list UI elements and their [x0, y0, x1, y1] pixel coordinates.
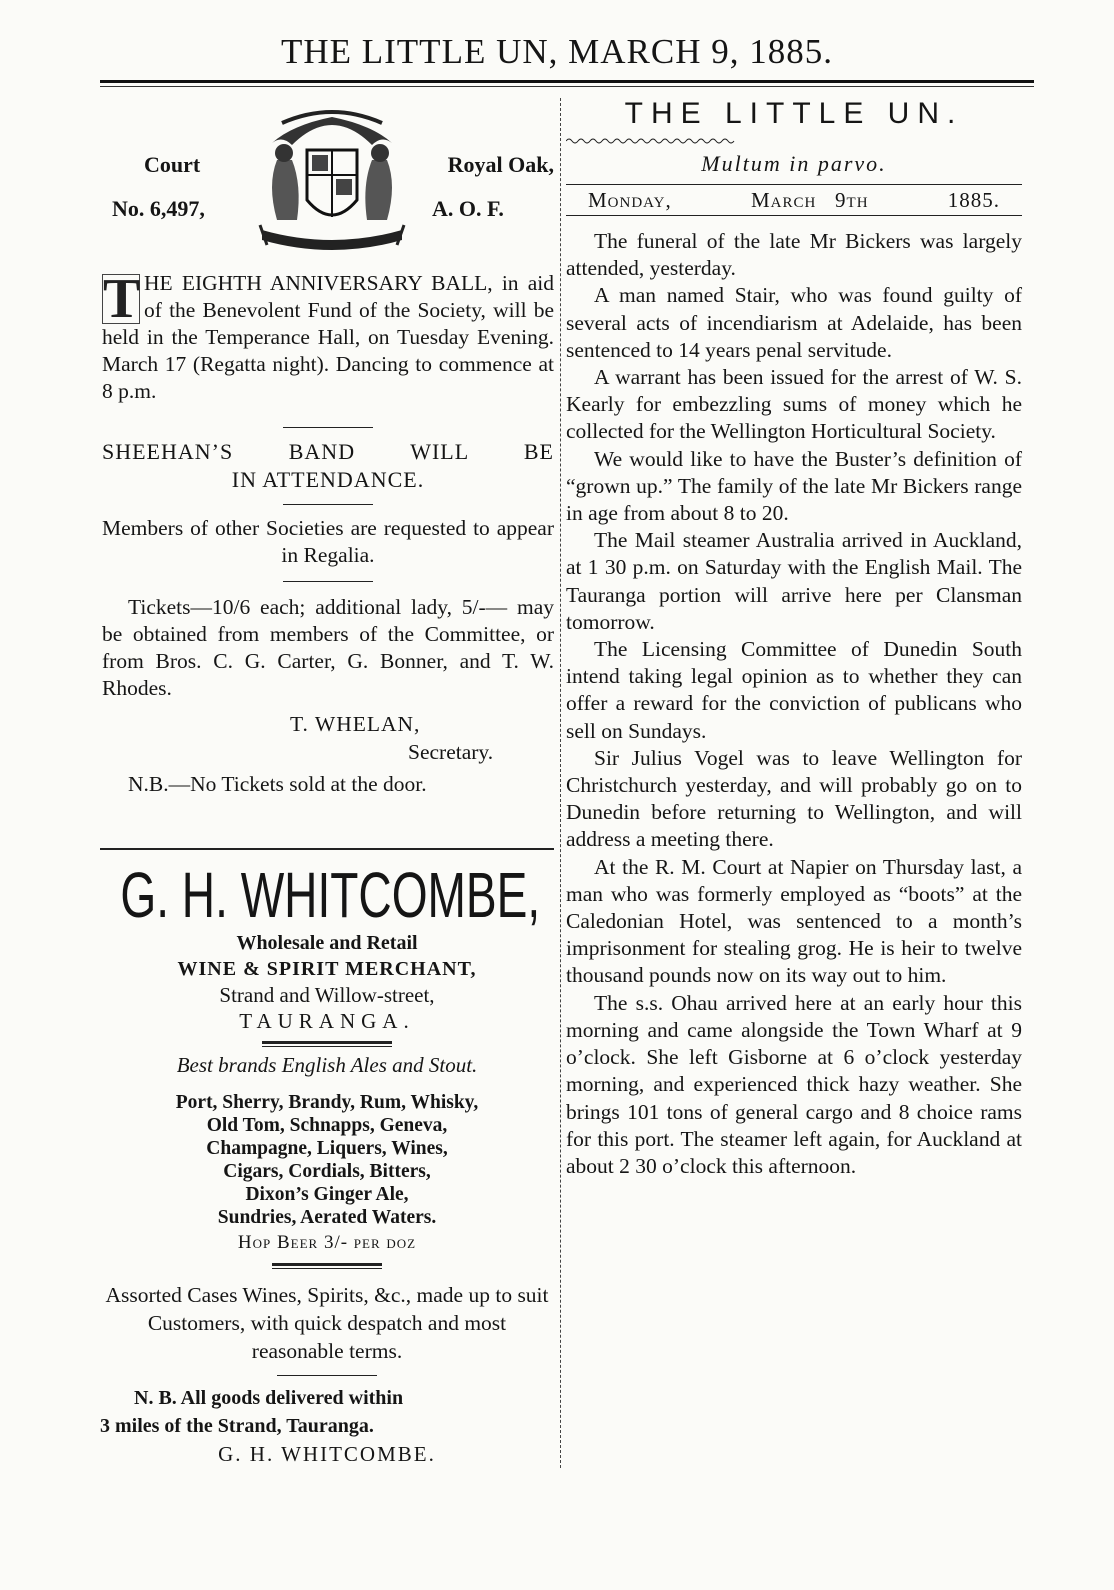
news-item: The Mail steamer Australia arrived in Auckland, at 1 30 p.m. on Saturday with the English Mail. The Tauranga portion will arrive here per Clansman tomorrow. — [566, 528, 1022, 634]
divider — [277, 1375, 377, 1376]
masthead-rule — [100, 80, 1034, 83]
merchant-signature: G. H. WHITCOMBE. — [218, 1442, 436, 1466]
delivery-line-1: N. B. All goods delivered within — [134, 1387, 404, 1409]
court-header — [102, 100, 554, 260]
no-tickets-note: N.B.—No Tickets sold at the door. — [128, 772, 427, 796]
goods-line: Port, Sherry, Brandy, Rum, Whisky, — [175, 1092, 479, 1113]
tickets-notice: Tickets—10/6 each; additional lady, 5/-— may be obtained from members of the Committee, or from Bros. C. G. Carter, G. Bonner, and T. W. Rhodes. — [102, 595, 554, 700]
double-rule — [262, 1041, 392, 1047]
band-line-2: IN ATTENDANCE. — [231, 467, 425, 492]
regalia-notice: Members of other Societies are requested to appear in Regalia. — [102, 516, 554, 567]
goods-line: Old Tom, Schnapps, Geneva, — [206, 1115, 448, 1136]
news-item: Sir Julius Vogel was to leave Wellington for Christchurch yesterday, and will probably go on to Dunedin before returning to Wellington, and will address a meeting there. — [566, 745, 1022, 852]
heraldic-crest-icon — [252, 105, 412, 255]
whitcombe-ad — [100, 860, 554, 1468]
double-rule — [272, 1263, 382, 1269]
news-item: A warrant has been issued for the arrest of W. S. Kearly for embezzling sums of money which he collected for the Wellington Horticultural Society. — [566, 365, 1022, 444]
merchant-line-2: WINE & SPIRIT MERCHANT, — [177, 958, 477, 980]
divider — [283, 504, 373, 505]
paper-title: THE LITTLE UN. — [624, 97, 964, 130]
date-year: 1885. — [947, 188, 1000, 212]
merchant-address: Strand and Willow-street, — [219, 983, 435, 1007]
lodge-name: Royal Oak, — [447, 152, 554, 177]
delivery-line-2: 3 miles of the Strand, Tauranga. — [100, 1415, 374, 1437]
news-item: At the R. M. Court at Napier on Thursday last, a man who was formerly employed as “boots” at the Caledonian Hotel, was sentenced to a month’s imprisonment for stealing grog. He is heir to twelve thousand pounds now on its way out to him. — [566, 854, 1022, 988]
news-item: A man named Stair, who was found guilty of several acts of incendiarism at Adelaide, has been sentenced to 14 years penal servitude. — [566, 283, 1022, 362]
brands-line: Best brands English Ales and Stout. — [176, 1053, 478, 1077]
wavy-rule — [566, 137, 736, 145]
paper-motto: Multum in parvo. — [701, 151, 887, 176]
court-number: No. 6,497, — [112, 196, 205, 221]
order-name: A. O. F. — [432, 196, 504, 221]
news-item: The funeral of the late Mr Bickers was largely attended, yesterday. — [566, 229, 1022, 281]
merchant-name: G. H. WHITCOMBE, — [120, 859, 541, 931]
news-item: The s.s. Ohau arrived here at an early hour this morning and came alongside the Town Wharf at 9 o’clock. She left Gisborne at 6 o’clock yesterday morning, and experienced thick hazy weather. She brings 101 tons of general cargo and 8 choice rams for this port. The steamer left again, for Auckland at about 2 30 o’clock this afternoon. — [566, 990, 1022, 1178]
news-item: The Licensing Committee of Dunedin South intend taking legal opinion as to whether they can offer a reward for the conviction of publicans who sell on Sundays. — [566, 637, 1022, 743]
band-line-1: SHEEHAN’S BAND WILL BE — [102, 439, 554, 464]
signatory-name: T. WHELAN, — [290, 712, 421, 736]
ball-announcement: HE EIGHTH ANNIVERSARY BALL, in aid of the Benevolent Fund of the Society, will be held in the Temperance Hall, on Tuesday Evening. March 17 (Regatta night). Dancing to commence at 8 p.m. — [102, 271, 554, 403]
left-column — [102, 100, 554, 798]
ad-separator — [100, 848, 554, 850]
goods-line: Champagne, Liquers, Wines, — [206, 1138, 448, 1159]
column-divider — [560, 98, 561, 1468]
divider — [283, 427, 373, 428]
signatory-role: Secretary. — [408, 740, 494, 764]
news-items — [566, 228, 1022, 1180]
date-month: March 9th — [750, 188, 869, 212]
date-line — [566, 184, 1022, 216]
hop-beer-price: Hop Beer 3/- per doz — [237, 1232, 417, 1253]
news-item: We would like to have the Buster’s definition of “grown up.” The family of the late Mr Bickers range in age from about 8 to 20. — [566, 446, 1022, 526]
drop-cap: T — [103, 268, 141, 330]
court-label: Court — [144, 152, 201, 177]
assorted-cases: Assorted Cases Wines, Spirits, &c., made up to suit Customers, with quick despatch and most reasonable terms. — [105, 1283, 549, 1363]
merchant-line-1: Wholesale and Retail — [236, 932, 418, 954]
masthead: THE LITTLE UN, MARCH 9, 1885. — [280, 32, 833, 71]
delivery-note — [100, 1384, 554, 1440]
date-day: Monday, — [588, 188, 672, 212]
goods-line: Cigars, Cordials, Bitters, — [223, 1161, 431, 1182]
merchant-town: TAURANGA. — [239, 1009, 415, 1033]
divider — [283, 581, 373, 582]
goods-list — [100, 1091, 554, 1229]
goods-line: Sundries, Aerated Waters. — [217, 1207, 437, 1228]
goods-line: Dixon’s Ginger Ale, — [245, 1184, 409, 1205]
right-column — [566, 96, 1022, 1180]
masthead-rule-thin — [100, 86, 1034, 87]
